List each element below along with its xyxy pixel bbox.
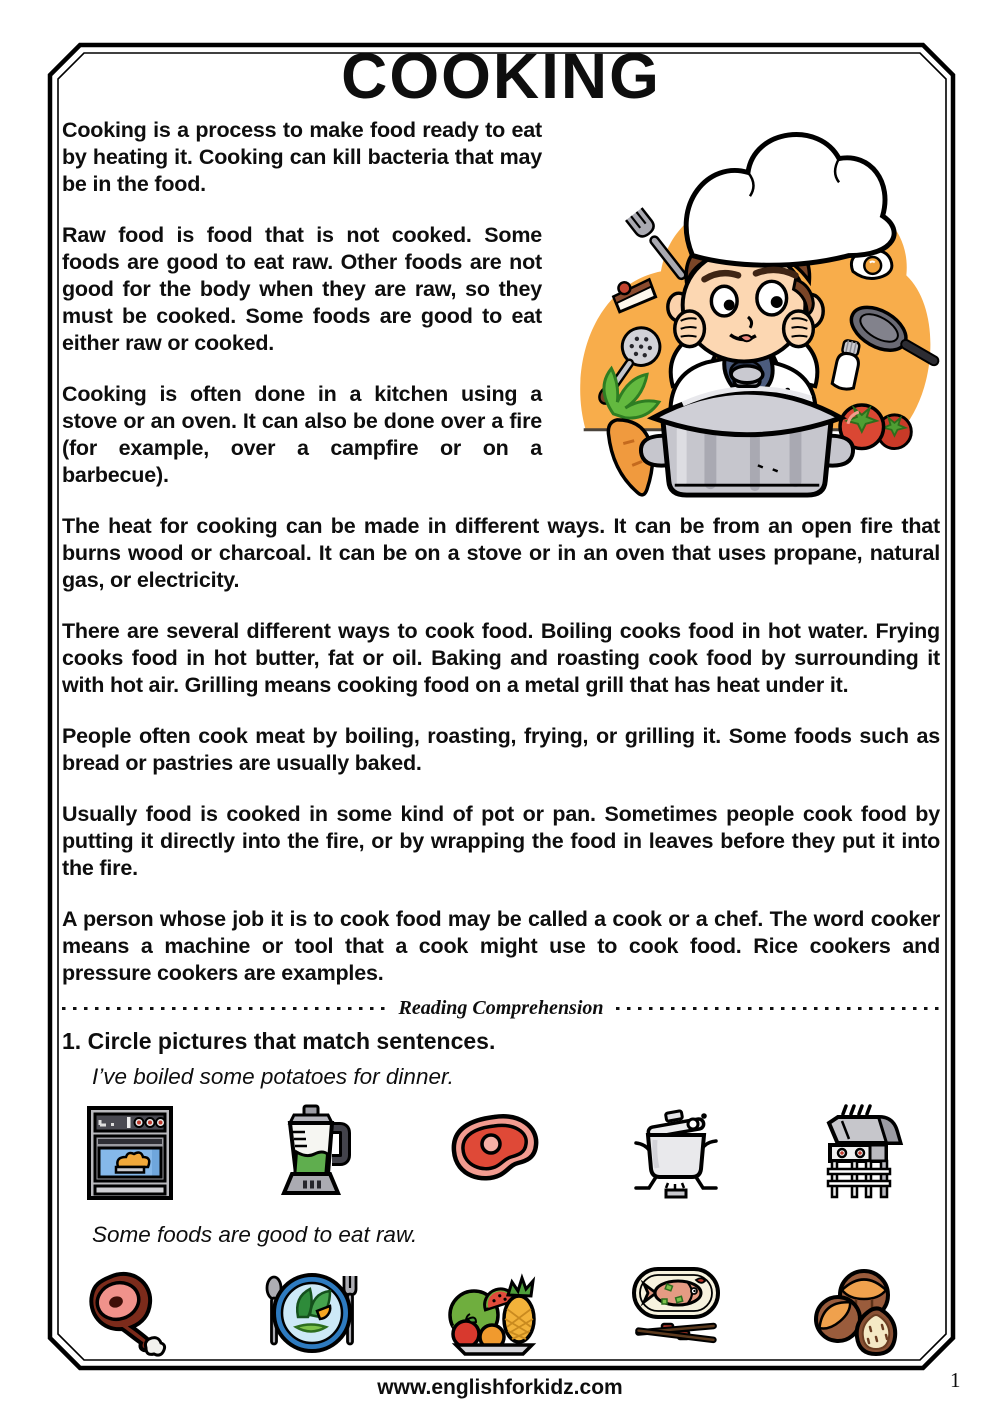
reading-comprehension-divider [62,997,940,1020]
divider-label: Reading Comprehension [398,996,604,1019]
chef-boy-cooking-image [554,117,940,503]
boiling-pot-icon [626,1098,726,1208]
paragraph-5: There are several different ways to cook food. Boiling cooks food in hot water. Frying cooks food in hot butter, fat or oil. Baking and roasting cook food by surrounding it with hot air. Grilling means cooking food on a metal grill that has heat under it. [62,618,940,697]
paragraph-3: Cooking is often done in a kitchen using a stove or an oven. It can also be done over a fire (for example, over a campfire or on a barbecue). [62,381,542,487]
paragraph-2: Raw food is food that is not cooked. Some foods are good to eat raw. Other foods are not good for the body when they are raw, so they must be cooked. Some foods are good to eat either raw or cooked. [62,222,542,355]
ham-icon [80,1256,180,1366]
icon-row-2 [62,1256,940,1368]
chestnuts-icon [808,1256,908,1366]
exercise-number: 1. [62,1027,82,1054]
divider-dots-right [616,1007,940,1011]
exercise-sentence-2: Some foods are good to eat raw. [92,1221,418,1247]
steak-icon [444,1098,544,1208]
salad-plate-icon [262,1256,362,1366]
page-content [62,40,940,1380]
paragraph-1: Cooking is a process to make food ready to eat by heating it. Cooking can kill bacteria that may be in the food. [62,117,542,196]
divider-dots-left [62,1007,386,1011]
paragraph-7: Usually food is cooked in some kind of pot or pan. Sometimes people cook food by putting it directly into the fire, or by wrapping the food in leaves before they put it into the fire. [62,801,940,880]
grill-icon [808,1098,908,1208]
exercise-title [62,1028,940,1055]
exercise-sentence-1: I’ve boiled some potatoes for dinner. [92,1063,454,1089]
page-number: 1 [950,1368,961,1392]
exercise-instruction: Circle pictures that match sentences. [87,1027,496,1054]
paragraph-6: People often cook meat by boiling, roasting, frying, or grilling it. Some foods such as bread or pastries are usually baked. [62,723,940,775]
fruit-plate-icon [444,1256,544,1366]
icon-row-1 [62,1098,940,1210]
chef-illustration [554,117,940,507]
paragraph-8: A person whose job it is to cook food may be called a cook or a chef. The word cooker means a machine or tool that a cook might use to cook food. Rice cookers and pressure cookers are examples. [62,906,940,985]
page-title: COOKING [341,40,661,112]
fish-plate-icon [626,1256,726,1366]
paragraph-4: The heat for cooking can be made in different ways. It can be from an open fire that burns wood or charcoal. It can be on a stove or in an oven that uses propane, natural gas, or electricity. [62,513,940,592]
website-footer: www.englishforkidz.com [377,1376,623,1399]
article-text [62,117,940,987]
oven-icon [80,1098,180,1208]
blender-icon [262,1098,362,1208]
